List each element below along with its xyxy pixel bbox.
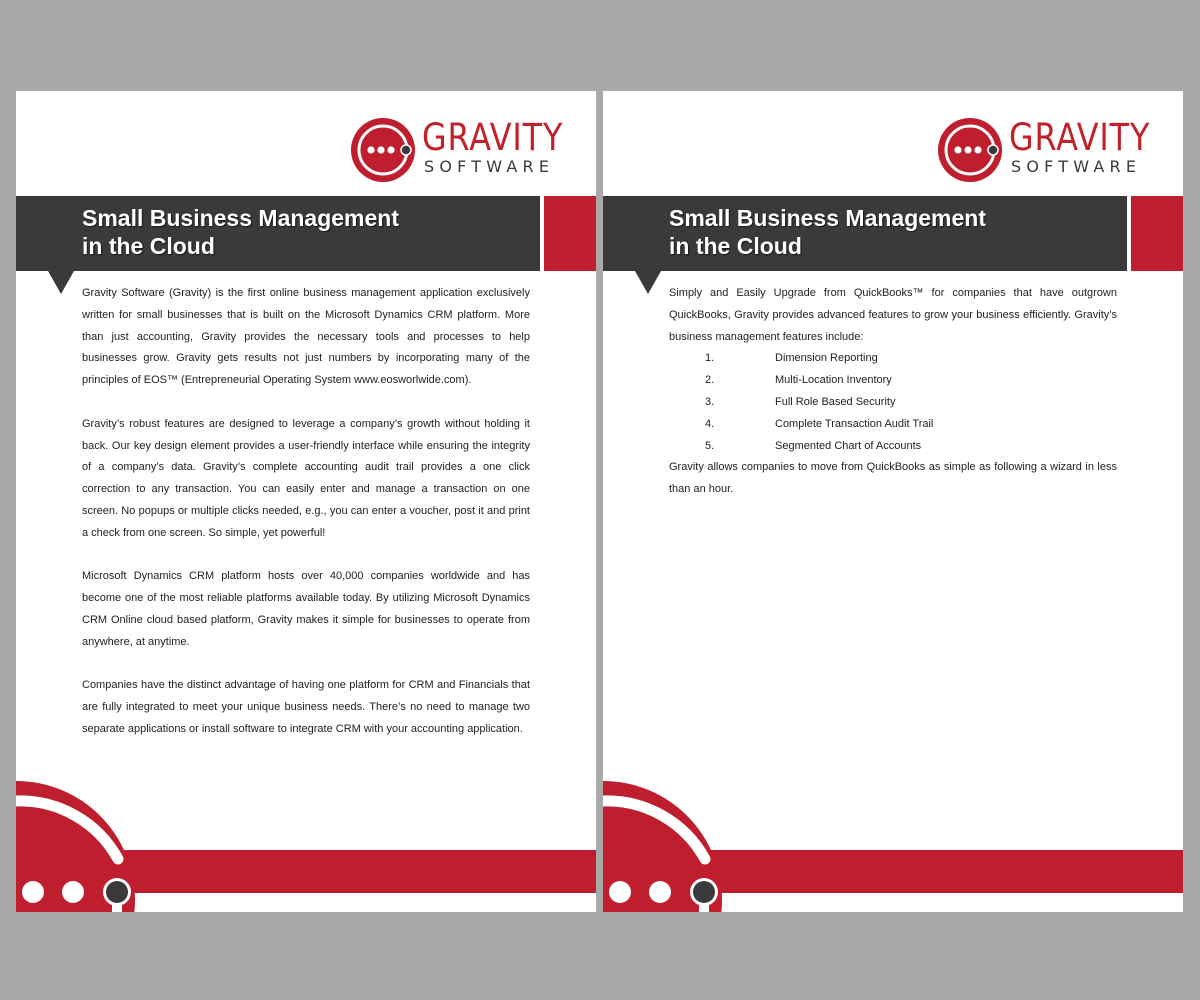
- list-item-number: 3.: [705, 395, 715, 408]
- logo-wordmark-software: SOFTWARE: [1011, 157, 1142, 176]
- page-title-line-1: Small Business Management: [669, 205, 986, 231]
- logo-wordmark-gravity: GRAVITY: [1009, 116, 1151, 159]
- footer-dot-icon: [649, 881, 671, 903]
- list-item-label: Complete Transaction Audit Trail: [775, 417, 934, 430]
- list-item-number: 4.: [705, 417, 715, 430]
- gravity-software-logo: [937, 117, 1157, 183]
- title-accent-block: [544, 196, 596, 271]
- paragraph: Microsoft Dynamics CRM platform hosts over 40,000 companies worldwide and has become one of the most reliable platforms available today. By utilizing Microsoft Dynamics CRM Online cloud based platform, Gravity makes it simple for businesses to operate from anywhere, at anytime.: [82, 570, 530, 648]
- title-pointer: [48, 271, 74, 294]
- gravity-logo-icon: [937, 117, 1003, 183]
- page-title: [82, 204, 399, 260]
- page-title-line-2: in the Cloud: [82, 233, 215, 259]
- list-item-number: 1.: [705, 352, 715, 365]
- logo-wordmark-software: SOFTWARE: [424, 157, 555, 176]
- page-title-line-1: Small Business Management: [82, 205, 399, 231]
- page-title-line-2: in the Cloud: [669, 233, 802, 259]
- paragraph: Companies have the distinct advantage of having one platform for CRM and Financials that are fully integrated to meet your unique business needs. There’s no need to manage two separate applications or install software to integrate CRM with your accounting application.: [82, 679, 530, 735]
- list-item-label: Dimension Reporting: [775, 352, 878, 365]
- list-item-number: 5.: [705, 439, 715, 452]
- list-item-label: Segmented Chart of Accounts: [775, 439, 922, 452]
- list-item: [669, 392, 1117, 414]
- list-item: [669, 436, 1117, 458]
- intro-paragraph: Simply and Easily Upgrade from QuickBooks™ for companies that have outgrown QuickBooks, Gravity provides advanced features to grow your business efficiently. Gravity’s business management features include:: [669, 287, 1117, 343]
- outro-paragraph: Gravity allows companies to move from QuickBooks as simple as following a wizard in less than an hour.: [669, 461, 1117, 496]
- footer-dot-icon: [609, 881, 631, 903]
- list-item: [669, 370, 1117, 392]
- body-text: [669, 283, 1117, 501]
- gravity-logo-icon: [350, 117, 416, 183]
- footer-dot-icon: [62, 881, 84, 903]
- feature-list: [669, 348, 1117, 457]
- list-item: [669, 348, 1117, 370]
- logo-wordmark-gravity: GRAVITY: [422, 116, 564, 159]
- paragraph: Gravity Software (Gravity) is the first online business management application exclusively written for small businesses that is built on the Microsoft Dynamics CRM platform. More than just accounting, Gravity provides the necessary tools and processes to help businesses grow. Gravity gets results not just numbers by incorporating many of the principles of EOS™ (Entrepreneurial Operating System www.eosworlwide.com).: [82, 287, 530, 387]
- body-text: [82, 283, 530, 763]
- list-item: [669, 414, 1117, 436]
- document-page-1: [16, 91, 596, 912]
- list-item-number: 2.: [705, 374, 715, 387]
- title-accent-block: [1131, 196, 1183, 271]
- footer-dot-icon: [22, 881, 44, 903]
- document-page-2: [603, 91, 1183, 912]
- footer-dark-dot-icon: [693, 881, 715, 903]
- list-item-label: Multi-Location Inventory: [775, 374, 892, 387]
- gravity-software-logo: [350, 117, 570, 183]
- footer-gravity-graphic: [603, 771, 803, 912]
- title-pointer: [635, 271, 661, 294]
- list-item-label: Full Role Based Security: [775, 395, 896, 408]
- footer-gravity-graphic: [16, 771, 216, 912]
- footer-dark-dot-icon: [106, 881, 128, 903]
- paragraph: Gravity’s robust features are designed to leverage a company’s growth without holding it back. Our key design element provides a user-friendly interface while ensuring the integrity of a company’s data. Gravity’s complete accounting audit trail provides a one click correction to any transaction. You can easily enter and manage a transaction on one screen. No popups or multiple clicks needed, e.g., you can enter a voucher, post it and print a check from one screen. So simple, yet powerful!: [82, 417, 530, 539]
- page-title: [669, 204, 986, 260]
